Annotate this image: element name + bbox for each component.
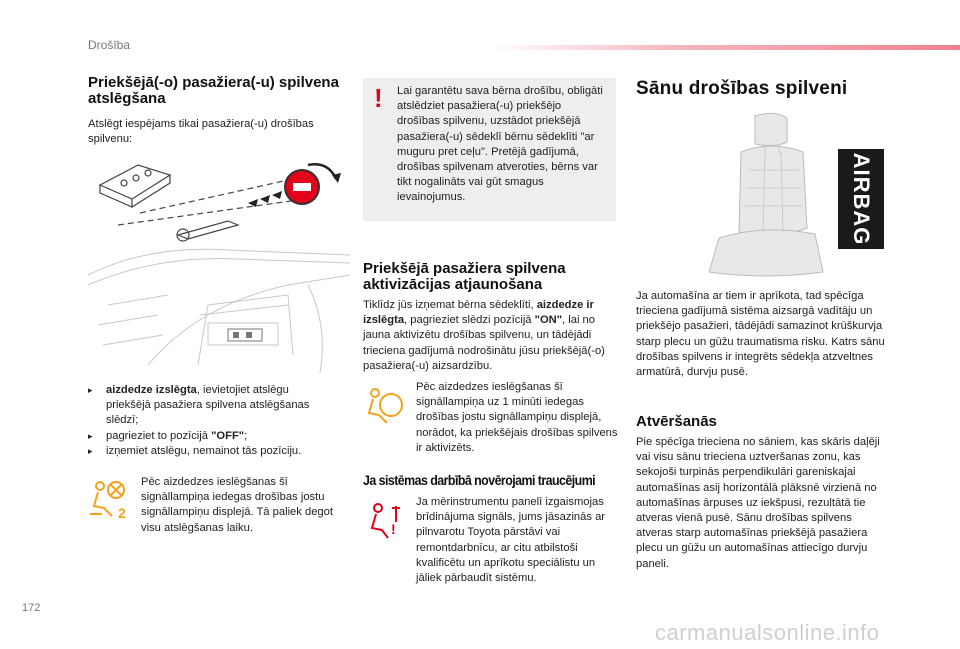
watermark: carmanualsonline.info [655,620,880,645]
left-title: Priekšējā(-o) pasažiera(-u) spilvena atslēgšana [88,74,339,107]
activate-note: Pēc aizdedzes ieslēgšanas šī signāllampiņa uz 1 minūti iedegas drošības jostu signāllampiņu displejā, norādot, ka priekšējais drošības spilvens ir aktivizēts. [416,381,618,454]
left-steps-list [88,383,328,459]
step-item: ▸ izņemiet atslēgu, nemainot tās pozīciju. [88,444,328,459]
seat-illustration [695,108,835,280]
section-header: Drošība [88,38,131,52]
right-body: Ja automašīna ar tiem ir aprīkota, tad spēcīga trieciena gadījumā sistēma aizsargā vadītāju un priekšējo pasažieri, tādējādi samazinot krūškurvja starp plecu un gūžu traumatisma risku. Katrs sānu drošības spilvens ir integrēts sēdekļa atzveltnes armatūrā, durvju pusē. [636,290,885,379]
fault-title: Ja sistēmas darbībā novērojami traucējumi [363,473,596,488]
warning-exclamation-icon: ! [374,83,383,113]
svg-text:2: 2 [118,505,126,520]
open-title: Atvēršanās [636,413,717,430]
airbag-label-badge: AIRBAG [838,149,884,249]
key-switch-illustration [88,155,348,255]
warning-text: Lai garantētu sava bērna drošību, obligāti atslēdziet pasažiera(-u) priekšējo drošības spilvenu, uzstādot priekšējā pasažiera(-u) sēdeklī bērnu sēdeklīti "ar muguru pret ceļu". Pretējā gadījumā, drošības spilvenam atveroties, bērns var tikt nogalināts vai gūt smagus ievainojumus. [397,85,603,204]
door-interior-illustration [88,245,350,373]
header-accent-line [490,45,960,50]
left-note: Pēc aizdedzes ieslēgšanas šī signāllampiņa iedegas drošības jostu signāllampiņu displejā. Tā paliek degot visu atslēgšanas laiku. [141,476,333,534]
left-intro: Atslēgt iespējams tikai pasažiera(-u) drošības spilvenu: [88,118,314,146]
airbag-on-icon [365,385,405,425]
page-number: 172 [22,602,41,614]
step-item: ▸ pagrieziet to pozīcijā "OFF"; [88,429,328,444]
bullet-arrow-icon: ▸ [88,430,93,441]
activate-text: Tiklīdz jūs izņemat bērna sēdeklīti, aizdedze ir izslēgta, pagrieziet slēdzi pozīcijā "ON", lai no jauna aktivizētu drošības spilvenu, un tādējādi trieciena gadījumā nodrošinātu jūsu priekšējā(-o) pasažiera(-u) aizsardzību. [363,299,605,372]
bullet-arrow-icon: ▸ [88,385,93,395]
bullet-arrow-icon: ▸ [88,445,93,456]
activate-title: Priekšējā pasažiera spilvena aktivizācijas atjaunošana [363,260,566,293]
open-body: Pie spēcīga trieciena no sāniem, kas skāris daļēji vai visu sānu trieciena uztveršanas zonu, kas sekojoši turpinās perpendikulāri gareniskajai automašīnas asij horizontālā plāksnē virzienā no automašīnas ārpuses uz iekšpusi, rezultātā tie atveras vienā pusē. Sānu drošības spilvens atveras starp automašīnas priekšējā pasažiera plecu un gūžu un automašīnas attiecīgo durvju paneli. [636,436,880,570]
service-warning-icon [366,500,406,540]
fault-note: Ja mērinstrumentu panelī izgaismojas brīdinājuma signāls, jums jāsazinās ar pilnvarotu Toyota pārstāvi vai remontdarbnīcu, ar citu atbilstoši kvalificētu un aprīkotu speciālistu un jāliek pārbaudīt sistēmu. [416,496,606,585]
airbag-off-icon [88,478,132,520]
right-title: Sānu drošības spilveni [636,78,848,99]
step-item: ▸ aizdedze izslēgta, ievietojiet atslēgu priekšējā pasažiera spilvena atslēgšanas slēdzī; [88,384,310,427]
svg-text:!: ! [391,521,396,537]
